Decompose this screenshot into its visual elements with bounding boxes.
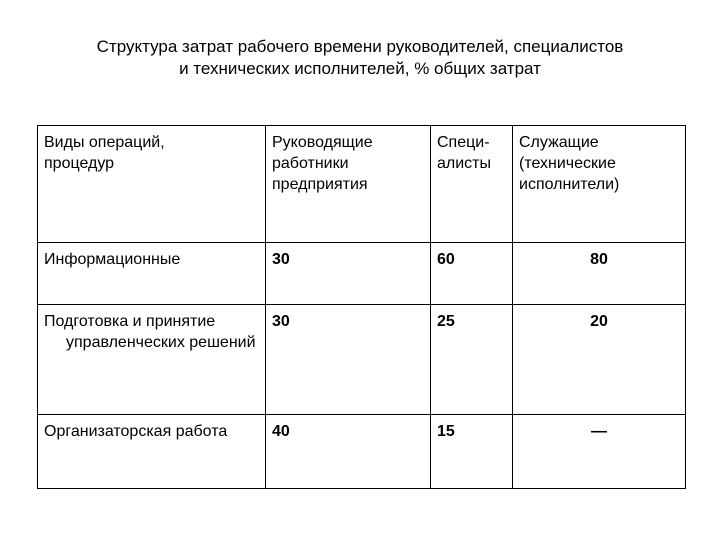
operation-label: Организаторская работа (44, 423, 228, 440)
cost-structure-table (37, 125, 686, 489)
table-row (38, 305, 686, 415)
table-header-row (38, 126, 686, 243)
operation-label: Информационные (44, 251, 181, 268)
header-managers: Руководящие работники предприятия (266, 126, 431, 243)
operation-label: Подготовка и принятие управленческих решений (44, 313, 256, 351)
row-operation (38, 243, 266, 305)
header-operations: Виды операций, процедур (38, 126, 266, 243)
row-operation (38, 305, 266, 415)
row-specialists-value: 15 (431, 415, 513, 489)
row-specialists-value: 25 (431, 305, 513, 415)
table-row (38, 243, 686, 305)
header-specialists: Специ- алисты (431, 126, 513, 243)
row-managers-value: 30 (266, 305, 431, 415)
row-clerks-value: 80 (513, 243, 686, 305)
row-specialists-value: 60 (431, 243, 513, 305)
page-title: Структура затрат рабочего времени руководителей, специалистов и технических исполнителей, % общих затрат (96, 37, 624, 78)
row-clerks-value: 20 (513, 305, 686, 415)
row-operation (38, 415, 266, 489)
header-clerks: Служащие (технические исполнители) (513, 126, 686, 243)
row-managers-value: 30 (266, 243, 431, 305)
table-row (38, 415, 686, 489)
row-clerks-value: — (513, 415, 686, 489)
row-managers-value: 40 (266, 415, 431, 489)
